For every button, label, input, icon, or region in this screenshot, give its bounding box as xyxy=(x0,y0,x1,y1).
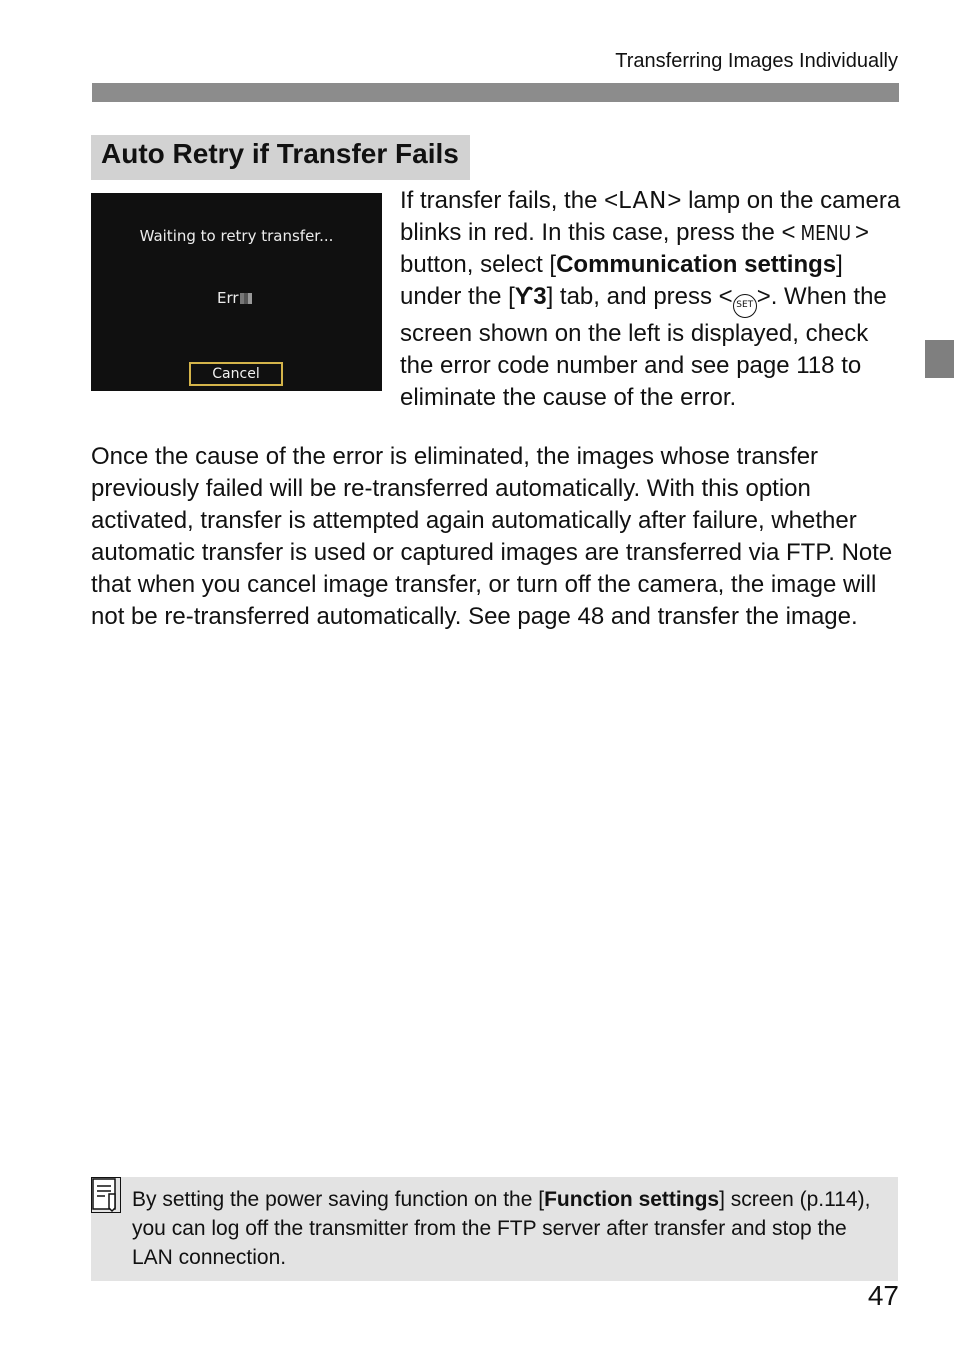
page-number: 47 xyxy=(867,1280,899,1311)
running-head: Transferring Images Individually xyxy=(615,50,898,72)
intro-text-3: > button, select [ xyxy=(400,219,870,278)
intro-text-2: > lamp on the camera blinks in red. In this case, press the < xyxy=(400,187,901,246)
screen-error-prefix: Err xyxy=(217,289,239,307)
menu-button-symbol: MENU xyxy=(799,221,851,245)
note-icon xyxy=(91,1177,121,1213)
note-box xyxy=(91,1177,898,1281)
screen-message: Waiting to retry transfer... xyxy=(139,227,334,245)
intro-text-5: ] tab, and press < xyxy=(546,283,733,310)
screen-error-code xyxy=(217,289,252,307)
camera-screen-image xyxy=(91,193,382,391)
lan-symbol: LAN xyxy=(618,188,668,214)
screen-cancel-button: Cancel xyxy=(189,362,283,386)
chapter-side-tab xyxy=(925,340,954,378)
intro-text-1: If transfer fails, the < xyxy=(400,187,619,214)
note-text-1: By setting the power saving function on the [ xyxy=(132,1188,545,1211)
communication-settings-label: Communication settings xyxy=(556,251,837,278)
set-button-icon: SET xyxy=(733,294,757,318)
section-title: Auto Retry if Transfer Fails xyxy=(91,135,470,180)
header-bar xyxy=(92,83,899,102)
body-paragraph: Once the cause of the error is eliminated, the images whose transfer previously failed will be re-transferred automatically. With this option activated, transfer is attempted again automatically after failure, whether automatic transfer is used or captured images are transferred via FTP. Note that when you cancel image transfer, or turn off the camera, the image will not be re-transferred automatically. See page 48 and transfer the image. xyxy=(91,443,893,630)
intro-text xyxy=(400,185,905,414)
note-text-2: ] screen (p.114), you can log off the transmitter from the FTP server after transfer and stop the LAN connection. xyxy=(132,1188,871,1269)
setup-tab-symbol: ϒ3 xyxy=(514,283,547,310)
function-settings-label: Function settings xyxy=(544,1188,720,1211)
note-text xyxy=(132,1185,872,1272)
intro-text-4: ] under the [ xyxy=(400,251,843,310)
intro-text-6: >. When the screen shown on the left is displayed, check the error code number and see page 118 to eliminate the cause of the error. xyxy=(400,283,887,411)
error-code-mask xyxy=(240,293,252,304)
